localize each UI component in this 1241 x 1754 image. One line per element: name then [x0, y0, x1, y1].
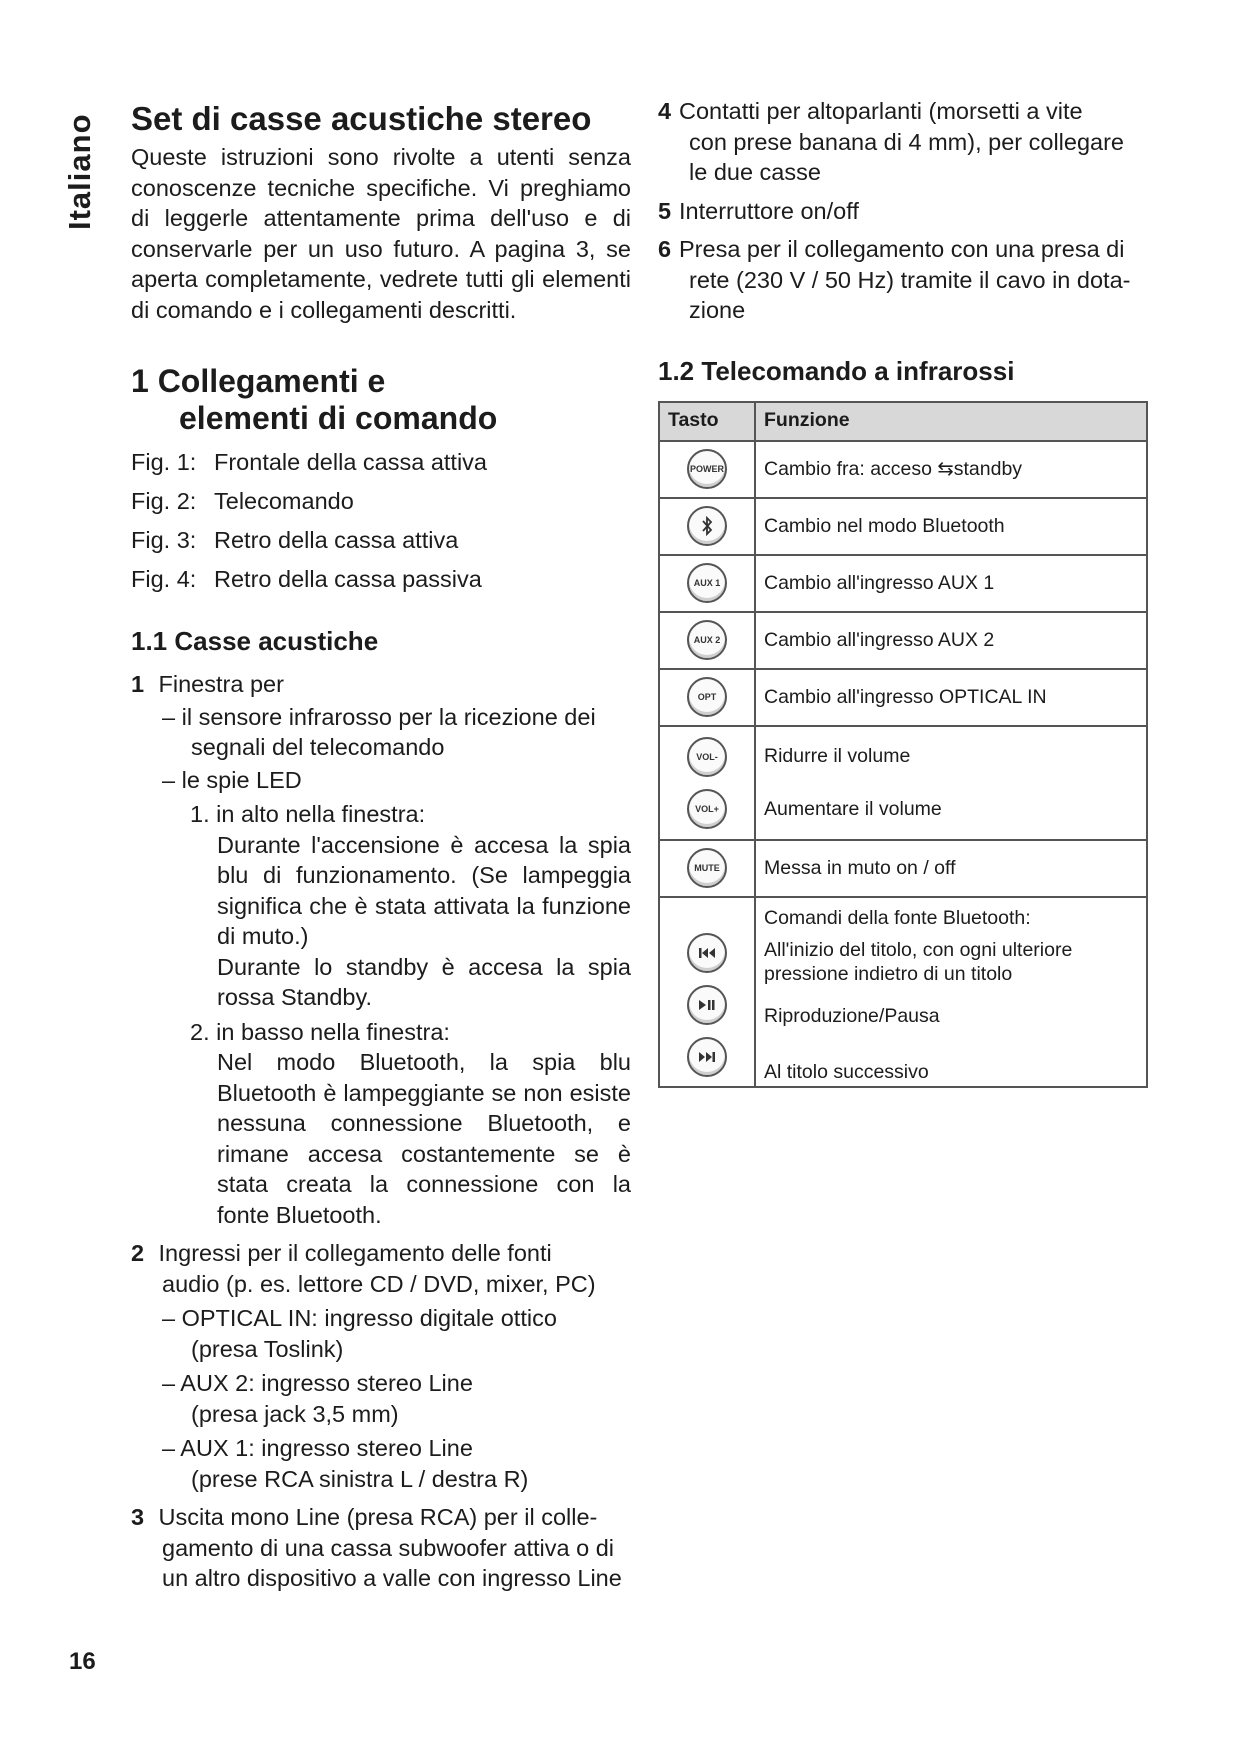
item-2-dash-2-cont: (presa jack 3,5 mm) — [191, 1400, 399, 1427]
item-3-cont-b: un altro dispositivo a valle con ingresso Line — [162, 1565, 622, 1591]
item-number: 3 — [131, 1504, 145, 1530]
item-5 — [658, 196, 1188, 227]
item-2-dash-1-cont: (presa Toslink) — [191, 1335, 344, 1362]
item-4 — [658, 96, 1188, 188]
item-6 — [658, 234, 1188, 326]
function-cell: Cambio all'ingresso OPTICAL IN — [755, 669, 1147, 726]
item-2-dash-1: – OPTICAL IN: ingresso digitale ottico — [162, 1305, 557, 1331]
optical-button-icon: OPT — [687, 677, 727, 717]
fig-row — [131, 486, 631, 516]
item-1-dash-1-cont: segnali del telecomando — [191, 734, 445, 760]
fig-row — [131, 525, 631, 555]
function-cell: Cambio all'ingresso AUX 1 — [755, 555, 1147, 612]
play-pause-icon — [687, 985, 727, 1025]
subsection-1-2-heading: 1.2 Telecomando a infrarossi — [658, 355, 1015, 386]
fig-number: Fig. 2: — [131, 488, 197, 514]
item-number: 1 — [131, 671, 145, 697]
fig-text: Retro della cassa passiva — [214, 566, 482, 592]
left-column — [131, 96, 631, 1594]
item-2-dash-3-cont: (prese RCA sinistra L / destra R) — [191, 1465, 529, 1492]
table-header-key: Tasto — [659, 402, 755, 441]
function-cell: Cambio fra: acceso ⇆standby — [755, 441, 1147, 498]
fig-row — [131, 447, 631, 477]
page-title: Set di casse acustiche stereo — [131, 100, 592, 137]
item-2-dash-3: – AUX 1: ingresso stereo Line — [162, 1435, 473, 1461]
item-text-cont: zione — [689, 297, 746, 323]
function-cell: Ridurre il volume — [764, 744, 911, 767]
item-number: 2 — [131, 1240, 145, 1266]
power-button-icon: POWER — [687, 449, 727, 489]
function-cell: Al titolo successivo — [764, 1060, 929, 1083]
item-text: Finestra per — [158, 671, 284, 697]
table-row — [659, 441, 1147, 498]
right-column — [658, 96, 1188, 1088]
next-icon — [687, 1037, 727, 1077]
previous-icon — [687, 933, 727, 973]
aux2-button-icon: AUX 2 — [687, 620, 727, 660]
fig-text: Telecomando — [214, 488, 354, 514]
remote-control-table — [658, 401, 1148, 1088]
page-number: 16 — [69, 1648, 96, 1675]
item-2 — [131, 1238, 631, 1269]
item-2-dash-2: – AUX 2: ingresso stereo Line — [162, 1370, 473, 1396]
section-1-heading-line1: 1 Collegamenti e — [131, 363, 386, 399]
item-1 — [131, 669, 631, 700]
item-text-cont: con prese banana di 4 mm), per collegare — [689, 128, 1124, 155]
intro-paragraph: Queste istruzioni sono rivolte a utenti senza conoscenze tecniche specifiche. Vi preghiamo di leggerle attentamente prima dell'uso e di conservarle per un uso futuro. A pagina 3, se aperta completamente, vedrete tutti gli elementi di comando e i collegamenti descritti. — [131, 144, 631, 323]
language-side-tab: Italiano — [62, 113, 97, 230]
fig-row — [131, 564, 631, 594]
table-row — [659, 498, 1147, 555]
fig-number: Fig. 1: — [131, 449, 197, 475]
item-text: Presa per il collegamento con una presa di — [679, 236, 1125, 262]
fig-number: Fig. 3: — [131, 527, 197, 553]
table-row — [659, 726, 1147, 840]
item-1-list-2-head: 2. in basso nella finestra: — [190, 1018, 450, 1045]
item-2-cont: audio (p. es. lettore CD / DVD, mixer, PC) — [162, 1270, 596, 1297]
volume-up-button-icon: VOL+ — [687, 789, 727, 829]
function-cell: Aumentare il volume — [764, 797, 942, 820]
item-number: 4 — [658, 98, 672, 124]
function-cell: All'inizio del titolo, con ogni ulteriore pressione indietro di un titolo — [764, 938, 1073, 985]
function-cell: Cambio nel modo Bluetooth — [755, 498, 1147, 555]
function-cell: Riproduzione/Pausa — [764, 1004, 940, 1027]
item-text: Interruttore on/off — [679, 197, 859, 224]
function-cell: Cambio all'ingresso AUX 2 — [755, 612, 1147, 669]
fig-text: Retro della cassa attiva — [214, 527, 459, 553]
item-number: 6 — [658, 236, 672, 262]
item-text: Contatti per altoparlanti (morsetti a vite — [679, 98, 1083, 124]
item-1-list-1-body-a: Durante l'accensione è accesa la spia blu di funzionamento. (Se lampeggia significa che è stata attivata la funzione di muto.) — [217, 831, 631, 949]
item-1-list-2-body: Nel modo Bluetooth, la spia blu Bluetooth è lampeggiante se non esiste nessuna connessione Bluetooth, e rimane accesa costantemente se è stata creata la connessione con la fonte Bluetooth. — [217, 1049, 631, 1228]
section-1-heading — [131, 363, 631, 437]
table-row — [659, 840, 1147, 897]
table-row — [659, 897, 1147, 1087]
function-cell: Messa in muto on / off — [755, 840, 1147, 897]
item-number: 5 — [658, 197, 672, 224]
item-text-cont: rete (230 V / 50 Hz) tramite il cavo in dota- — [689, 266, 1131, 293]
table-row — [659, 612, 1147, 669]
bt-commands-header: Comandi della fonte Bluetooth: — [764, 906, 1031, 929]
item-text: Ingressi per il collegamento delle fonti — [158, 1240, 552, 1266]
item-text-cont: le due casse — [689, 159, 821, 185]
item-1-dash-2: – le spie LED — [162, 766, 302, 793]
item-3 — [131, 1502, 631, 1533]
fig-text: Frontale della cassa attiva — [214, 449, 488, 475]
fig-number: Fig. 4: — [131, 566, 197, 592]
item-1-list-1-head: 1. in alto nella finestra: — [190, 801, 426, 827]
table-row — [659, 669, 1147, 726]
bluetooth-icon — [687, 506, 727, 546]
table-row — [659, 555, 1147, 612]
item-3-cont-a: gamento di una cassa subwoofer attiva o di — [162, 1534, 614, 1561]
section-1-heading-line2: elementi di comando — [179, 400, 498, 436]
aux1-button-icon: AUX 1 — [687, 563, 727, 603]
item-text: Uscita mono Line (presa RCA) per il colle- — [158, 1504, 598, 1530]
mute-button-icon: MUTE — [687, 848, 727, 888]
volume-down-button-icon: VOL- — [687, 737, 727, 777]
item-1-dash-1: – il sensore infrarosso per la ricezione dei — [162, 703, 596, 730]
table-header-function: Funzione — [755, 402, 1147, 441]
item-1-list-1-body-b: Durante lo standby è accesa la spia rossa Standby. — [217, 953, 631, 1010]
subsection-1-1-heading: 1.1 Casse acustiche — [131, 626, 379, 656]
